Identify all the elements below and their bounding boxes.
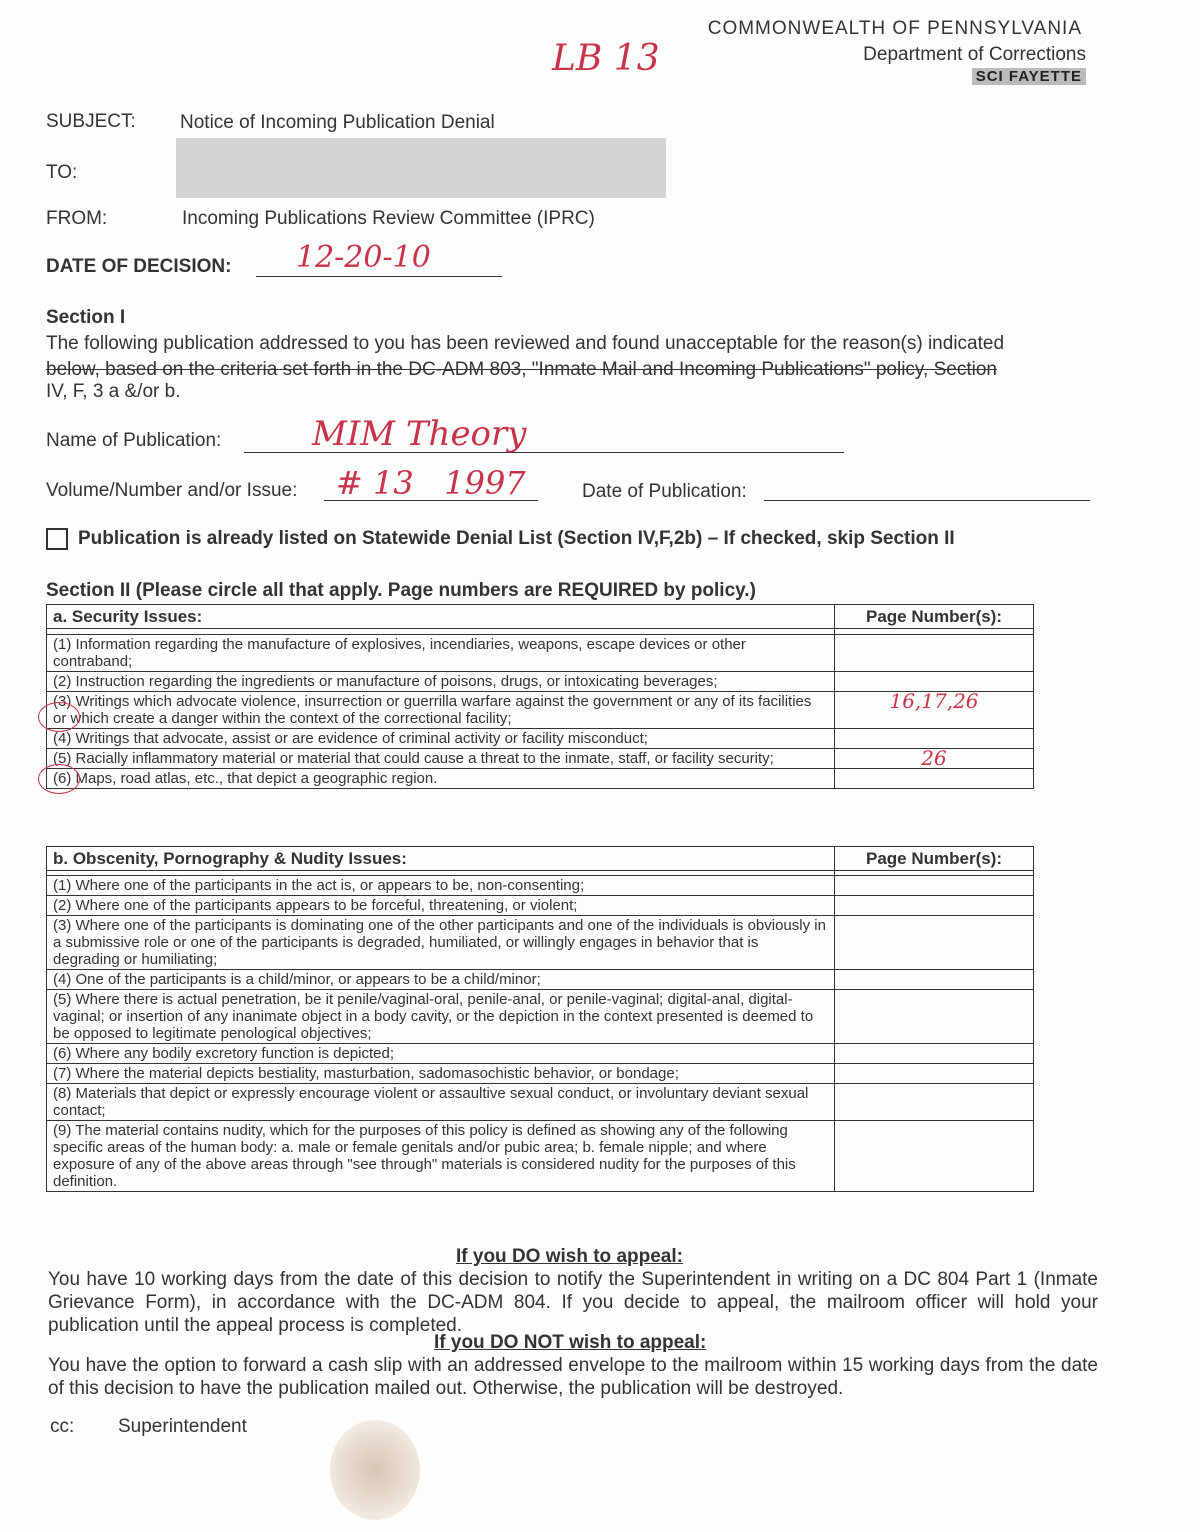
date-publication-label: Date of Publication: — [582, 481, 747, 502]
security-item-text: (1) Information regarding the manufacture of explosives, incendiaries, weapons, escape devices or other contraband; — [47, 635, 835, 672]
appeal-do-text: You have 10 working days from the date of this decision to notify the Superintendent in writing on a DC 804 Part 1 (Inmate Grievance Form), in accordance with the DC-ADM 804. If you decide to appeal, the mailroom officer will hold your publication until the appeal process is completed. — [48, 1269, 1098, 1336]
header-site: SCI FAYETTE — [972, 68, 1086, 85]
volume-value: # 13 1997 — [336, 464, 526, 502]
security-row[interactable] — [47, 729, 1034, 749]
from-value: Incoming Publications Review Committee (IPRC) — [182, 208, 595, 229]
publication-name-label: Name of Publication: — [46, 430, 222, 451]
obscenity-row[interactable] — [47, 990, 1034, 1044]
subject-label: SUBJECT: — [46, 111, 136, 132]
obscenity-title: b. Obscenity, Pornography & Nudity Issues: — [47, 847, 835, 871]
obscenity-issues-table — [46, 846, 1034, 1192]
obscenity-item-text: (2) Where one of the participants appears to be forceful, threatening, or violent; — [47, 896, 835, 916]
statewide-checkbox[interactable] — [46, 528, 68, 550]
section1-line1: The following publication addressed to you has been reviewed and found unacceptable for the reason(s) indicated — [46, 333, 1005, 354]
subject-value: Notice of Incoming Publication Denial — [180, 112, 495, 133]
security-row[interactable] — [47, 635, 1034, 672]
statewide-text: Publication is already listed on Statewide Denial List (Section IV,F,2b) – If checked, skip Section II — [78, 528, 955, 549]
security-item-text: (6) Maps, road atlas, etc., that depict a geographic region. — [47, 769, 835, 789]
appeal-dont-text: You have the option to forward a cash slip with an addressed envelope to the mailroom within 15 working days from the date of this decision to have the publication mailed out. Otherwise, the publication will be destroyed. — [48, 1355, 1098, 1399]
security-item-text: (2) Instruction regarding the ingredients or manufacture of poisons, drugs, or intoxicating beverages; — [47, 672, 835, 692]
security-item-text: (4) Writings that advocate, assist or are evidence of criminal activity or facility misconduct; — [47, 729, 835, 749]
section1-heading: Section I — [46, 307, 126, 328]
section1-line3: IV, F, 3 a &/or b. — [46, 381, 181, 402]
date-label: DATE OF DECISION: — [46, 256, 232, 277]
security-item-text: (5) Racially inflammatory material or material that could cause a threat to the inmate, staff, or facility security; — [47, 749, 835, 769]
volume-label: Volume/Number and/or Issue: — [46, 480, 298, 501]
date-publication-line — [764, 476, 1090, 501]
selection-circle-item3 — [38, 702, 80, 732]
obscenity-row[interactable] — [47, 876, 1034, 896]
security-row[interactable] — [47, 672, 1034, 692]
security-row[interactable] — [47, 692, 1034, 729]
statewide-list-row — [46, 528, 955, 550]
obscenity-item-text: (8) Materials that depict or expressly encourage violent or assaultive sexual conduct, or involuntary deviant sexual contact; — [47, 1084, 835, 1121]
selection-circle-item5 — [38, 764, 80, 794]
security-item-text: (3) Writings which advocate violence, insurrection or guerrilla warfare against the government or any of its facilities or which create a danger within the context of the correctional facility; — [47, 692, 835, 729]
cc-value: Superintendent — [118, 1416, 247, 1437]
obscenity-item-text: (6) Where any bodily excretory function is depicted; — [47, 1044, 835, 1064]
page-number-header: Page Number(s): — [835, 605, 1034, 629]
security-item-pages: 26 — [835, 749, 1034, 769]
obscenity-row[interactable] — [47, 970, 1034, 990]
header-org: COMMONWEALTH OF PENNSYLVANIA — [707, 18, 1082, 39]
obscenity-row[interactable] — [47, 1044, 1034, 1064]
obscenity-item-text: (5) Where there is actual penetration, be it penile/vaginal-oral, penile-anal, or penile-vaginal; digital-anal, digital-vaginal; or insertion of any inanimate object in a body cavity, or the depiction in the context presented is deemed to be opposed to legitimate penological objectives; — [47, 990, 835, 1044]
obscenity-item-text: (3) Where one of the participants is dominating one of the other participants and one of the individuals is obviously in a submissive role or one of the participants is degraded, humiliated, or willingly engages in behavior that is degrading or humiliating; — [47, 916, 835, 970]
security-title: a. Security Issues: — [47, 605, 835, 629]
appeal-do-title: If you DO wish to appeal: — [456, 1246, 683, 1267]
section1-line2: below, based on the criteria set forth in the DC-ADM 803, "Inmate Mail and Incoming Publications" policy, Section — [46, 359, 997, 380]
security-row[interactable] — [47, 749, 1034, 769]
obscenity-item-text: (1) Where one of the participants in the act is, or appears to be, non-consenting; — [47, 876, 835, 896]
cc-label: cc: — [50, 1416, 75, 1437]
paper-stain — [330, 1420, 420, 1520]
section2-heading: Section II (Please circle all that apply. Page numbers are REQUIRED by policy.) — [46, 580, 756, 601]
obscenity-row[interactable] — [47, 916, 1034, 970]
obscenity-item-text: (4) One of the participants is a child/minor, or appears to be a child/minor; — [47, 970, 835, 990]
page-number-header: Page Number(s): — [835, 847, 1034, 871]
obscenity-row[interactable] — [47, 896, 1034, 916]
publication-name-value: MIM Theory — [312, 414, 527, 454]
security-item-pages — [835, 769, 1034, 789]
handwritten-code: LB 13 — [552, 38, 660, 79]
obscenity-row[interactable] — [47, 1084, 1034, 1121]
from-label: FROM: — [46, 208, 108, 229]
date-value: 12-20-10 — [296, 240, 431, 275]
security-item-pages — [835, 635, 1034, 672]
appeal-dont-title: If you DO NOT wish to appeal: — [434, 1332, 707, 1353]
to-label: TO: — [46, 162, 78, 183]
security-issues-table — [46, 604, 1034, 789]
security-row[interactable] — [47, 769, 1034, 789]
obscenity-row[interactable] — [47, 1121, 1034, 1192]
obscenity-item-text: (7) Where the material depicts bestiality, masturbation, sadomasochistic behavior, or bondage; — [47, 1064, 835, 1084]
redacted-recipient — [176, 138, 666, 198]
header-department: Department of Corrections — [863, 44, 1086, 65]
security-item-pages: 16,17,26 — [835, 692, 1034, 729]
obscenity-item-text: (9) The material contains nudity, which for the purposes of this policy is defined as showing any of the following specific areas of the human body: a. male or female genitals and/or pubic area; b. female nipple; and where exposure of any of the above areas through "see through" materials is considered nudity for the purposes of this definition. — [47, 1121, 835, 1192]
obscenity-row[interactable] — [47, 1064, 1034, 1084]
